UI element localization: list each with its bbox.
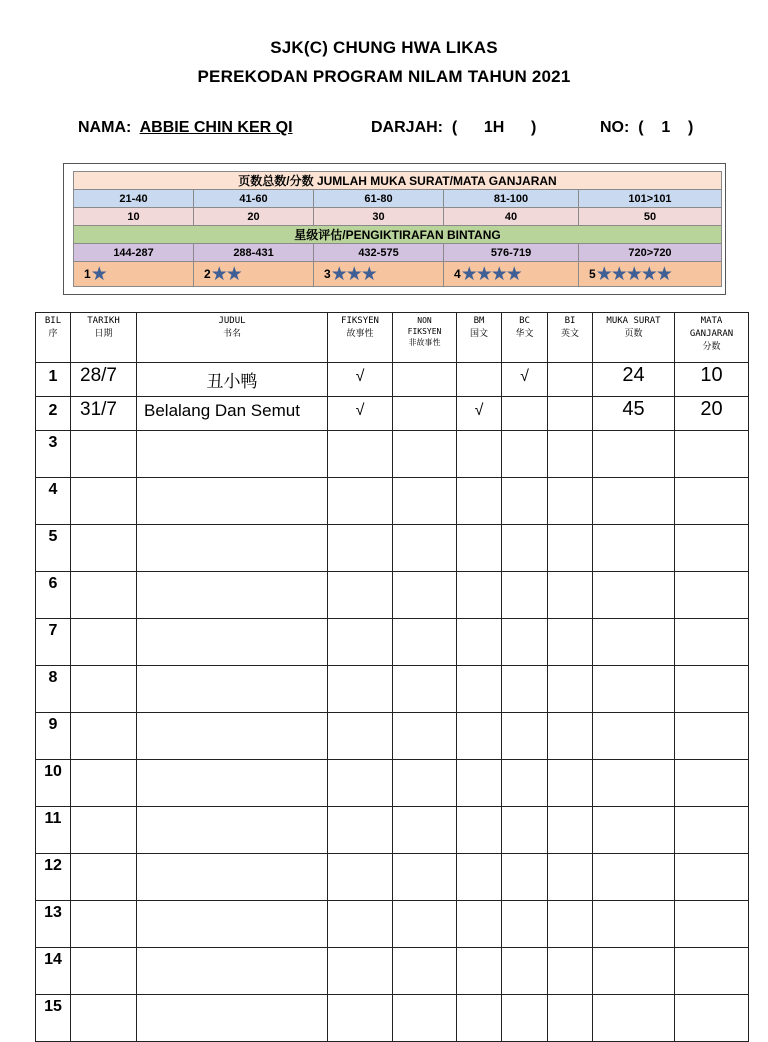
bil-cell: 1	[36, 363, 71, 397]
pages-cell: 24	[593, 363, 675, 397]
col-bil: BIL 序	[36, 313, 71, 363]
non-fiksyen-cell	[393, 478, 457, 525]
bc-cell	[502, 572, 548, 619]
bc-cell	[502, 619, 548, 666]
fiksyen-cell	[328, 666, 393, 713]
bm-cell	[457, 948, 502, 995]
bc-cell	[502, 901, 548, 948]
points-cell: 10	[675, 363, 749, 397]
pages-cell: 45	[593, 397, 675, 431]
pages-cell	[593, 760, 675, 807]
point-range-cell: 720>720	[579, 244, 722, 262]
bi-cell	[548, 854, 593, 901]
log-row	[36, 807, 749, 854]
bil-cell: 2	[36, 397, 71, 431]
non-fiksyen-cell	[393, 397, 457, 431]
log-row	[36, 713, 749, 760]
fiksyen-cell	[328, 713, 393, 760]
title-cell	[137, 948, 328, 995]
fiksyen-cell	[328, 619, 393, 666]
bc-cell	[502, 666, 548, 713]
points-cell	[675, 666, 749, 713]
bc-cell	[502, 431, 548, 478]
points-cell	[675, 478, 749, 525]
reading-log-table	[35, 312, 749, 1042]
non-fiksyen-cell	[393, 854, 457, 901]
bil-cell: 12	[36, 854, 71, 901]
non-fiksyen-cell	[393, 807, 457, 854]
date-cell	[71, 572, 137, 619]
date-cell: 28/7	[71, 363, 137, 397]
points-cell: 50	[579, 208, 722, 226]
bi-cell	[548, 478, 593, 525]
bm-cell	[457, 666, 502, 713]
bc-cell	[502, 760, 548, 807]
col-mata-ganjaran: MATA GANJARAN 分数	[675, 313, 749, 363]
title-cell	[137, 807, 328, 854]
bc-cell	[502, 948, 548, 995]
bi-cell	[548, 431, 593, 478]
points-cell	[675, 807, 749, 854]
non-fiksyen-cell	[393, 713, 457, 760]
pages-cell	[593, 807, 675, 854]
bi-cell	[548, 572, 593, 619]
fiksyen-cell	[328, 948, 393, 995]
bi-cell	[548, 713, 593, 760]
points-cell: 40	[444, 208, 579, 226]
bc-cell	[502, 397, 548, 431]
bc-cell	[502, 713, 548, 760]
page-ranges-row	[74, 190, 722, 208]
point-range-cell: 432-575	[314, 244, 444, 262]
date-cell	[71, 807, 137, 854]
col-muka-surat: MUKA SURAT 页数	[593, 313, 675, 363]
title-cell	[137, 713, 328, 760]
fiksyen-cell	[328, 854, 393, 901]
log-body	[36, 363, 749, 1042]
bm-cell	[457, 431, 502, 478]
page-range-cell: 21-40	[74, 190, 194, 208]
star-level-cell	[74, 262, 194, 287]
name-label: NAMA:	[78, 119, 140, 136]
fiksyen-cell: √	[328, 363, 393, 397]
pages-points-header: 页数总数/分数 JUMLAH MUKA SURAT/MATA GANJARAN	[74, 172, 722, 190]
col-tarikh: TARIKH 日期	[71, 313, 137, 363]
school-name: SJK(C) CHUNG HWA LIKAS	[270, 38, 498, 57]
page-range-cell: 41-60	[194, 190, 314, 208]
log-row	[36, 760, 749, 807]
log-row	[36, 666, 749, 713]
non-fiksyen-cell	[393, 572, 457, 619]
log-row	[36, 948, 749, 995]
star-level-cell	[314, 262, 444, 287]
title-cell	[137, 619, 328, 666]
non-fiksyen-cell	[393, 431, 457, 478]
bc-cell	[502, 478, 548, 525]
bi-cell	[548, 525, 593, 572]
pages-cell	[593, 901, 675, 948]
fiksyen-cell: √	[328, 397, 393, 431]
title-cell	[137, 431, 328, 478]
points-cell	[675, 901, 749, 948]
log-row	[36, 363, 749, 397]
fiksyen-cell	[328, 807, 393, 854]
star-level-number: 5	[589, 267, 596, 281]
bm-cell	[457, 901, 502, 948]
points-cell	[675, 431, 749, 478]
date-cell	[71, 619, 137, 666]
pages-cell	[593, 619, 675, 666]
non-fiksyen-cell	[393, 760, 457, 807]
points-cell	[675, 854, 749, 901]
points-cell	[675, 572, 749, 619]
pages-cell	[593, 948, 675, 995]
col-non-fiksyen: NON FIKSYEN 非故事性	[393, 313, 457, 363]
bi-cell	[548, 948, 593, 995]
bm-cell	[457, 713, 502, 760]
title-cell	[137, 760, 328, 807]
log-row	[36, 995, 749, 1042]
pages-cell	[593, 854, 675, 901]
bm-cell	[457, 572, 502, 619]
points-cell	[675, 713, 749, 760]
fiksyen-cell	[328, 478, 393, 525]
page-range-cell: 61-80	[314, 190, 444, 208]
page-range-cell: 81-100	[444, 190, 579, 208]
non-fiksyen-cell	[393, 666, 457, 713]
bil-cell: 11	[36, 807, 71, 854]
bc-cell	[502, 525, 548, 572]
star-icon: ★★★	[330, 264, 376, 285]
bc-cell	[502, 854, 548, 901]
point-ranges-row	[74, 244, 722, 262]
col-bc: BC 华文	[502, 313, 548, 363]
bi-cell	[548, 901, 593, 948]
bi-cell	[548, 666, 593, 713]
bm-cell	[457, 619, 502, 666]
star-level-number: 4	[454, 267, 461, 281]
log-row	[36, 397, 749, 431]
log-row	[36, 901, 749, 948]
log-row	[36, 431, 749, 478]
bm-cell	[457, 854, 502, 901]
fiksyen-cell	[328, 901, 393, 948]
star-icon: ★	[90, 264, 106, 285]
star-level-cell	[444, 262, 579, 287]
stars-header: 星级评估/PENGIKTIRAFAN BINTANG	[74, 226, 722, 244]
points-cell	[675, 619, 749, 666]
non-fiksyen-cell	[393, 995, 457, 1042]
pages-cell	[593, 713, 675, 760]
date-cell	[71, 901, 137, 948]
points-cell: 20	[194, 208, 314, 226]
date-cell	[71, 431, 137, 478]
points-cell: 10	[74, 208, 194, 226]
date-cell	[71, 713, 137, 760]
bil-cell: 4	[36, 478, 71, 525]
bil-cell: 5	[36, 525, 71, 572]
points-cell	[675, 760, 749, 807]
reward-table	[73, 171, 722, 287]
bi-cell	[548, 397, 593, 431]
bil-cell: 14	[36, 948, 71, 995]
title-cell	[137, 572, 328, 619]
star-level-cell	[579, 262, 722, 287]
col-bm: BM 国文	[457, 313, 502, 363]
col-bi: BI 英文	[548, 313, 593, 363]
date-cell	[71, 760, 137, 807]
star-level-number: 2	[204, 267, 211, 281]
date-cell	[71, 854, 137, 901]
student-name-field	[78, 119, 293, 137]
page-range-cell: 101>101	[579, 190, 722, 208]
bil-cell: 7	[36, 619, 71, 666]
log-row	[36, 572, 749, 619]
bm-cell	[457, 807, 502, 854]
title-cell: 丑小鸭	[137, 363, 328, 397]
col-fiksyen: FIKSYEN 故事性	[328, 313, 393, 363]
date-cell	[71, 995, 137, 1042]
program-title: PEREKODAN PROGRAM NILAM TAHUN 2021	[197, 67, 571, 86]
pages-cell	[593, 666, 675, 713]
title-cell	[137, 666, 328, 713]
title-cell	[137, 901, 328, 948]
log-row	[36, 854, 749, 901]
date-cell: 31/7	[71, 397, 137, 431]
star-level-number: 3	[324, 267, 331, 281]
non-fiksyen-cell	[393, 619, 457, 666]
date-cell	[71, 666, 137, 713]
non-fiksyen-cell	[393, 525, 457, 572]
bc-cell	[502, 807, 548, 854]
bi-cell	[548, 995, 593, 1042]
point-range-cell: 288-431	[194, 244, 314, 262]
bc-cell	[502, 995, 548, 1042]
pages-cell	[593, 431, 675, 478]
bil-cell: 15	[36, 995, 71, 1042]
bm-cell	[457, 478, 502, 525]
bc-cell: √	[502, 363, 548, 397]
class-field: DARJAH: ( 1H )	[371, 119, 537, 136]
points-cell	[675, 525, 749, 572]
bil-cell: 10	[36, 760, 71, 807]
pages-cell	[593, 478, 675, 525]
title-cell	[137, 854, 328, 901]
bil-cell: 3	[36, 431, 71, 478]
bm-cell	[457, 363, 502, 397]
star-icon: ★★★★	[460, 264, 521, 285]
bm-cell	[457, 995, 502, 1042]
points-cell: 20	[675, 397, 749, 431]
fiksyen-cell	[328, 760, 393, 807]
pages-cell	[593, 995, 675, 1042]
title-cell	[137, 995, 328, 1042]
name-value: ABBIE CHIN KER QI	[139, 119, 293, 136]
star-icon: ★★★★★	[595, 264, 671, 285]
bm-cell	[457, 760, 502, 807]
bil-cell: 13	[36, 901, 71, 948]
pages-cell	[593, 572, 675, 619]
point-range-cell: 576-719	[444, 244, 579, 262]
points-cell	[675, 995, 749, 1042]
title-cell	[137, 525, 328, 572]
points-cell: 30	[314, 208, 444, 226]
bi-cell	[548, 619, 593, 666]
title-cell	[137, 478, 328, 525]
fiksyen-cell	[328, 431, 393, 478]
fiksyen-cell	[328, 525, 393, 572]
non-fiksyen-cell	[393, 363, 457, 397]
bi-cell	[548, 363, 593, 397]
bi-cell	[548, 760, 593, 807]
fiksyen-cell	[328, 995, 393, 1042]
points-cell	[675, 948, 749, 995]
star-level-number: 1	[84, 267, 91, 281]
number-field: NO: ( 1 )	[600, 119, 694, 136]
log-row	[36, 525, 749, 572]
star-level-cell	[194, 262, 314, 287]
bil-cell: 9	[36, 713, 71, 760]
bm-cell	[457, 525, 502, 572]
date-cell	[71, 525, 137, 572]
date-cell	[71, 948, 137, 995]
fiksyen-cell	[328, 572, 393, 619]
non-fiksyen-cell	[393, 948, 457, 995]
date-cell	[71, 478, 137, 525]
non-fiksyen-cell	[393, 901, 457, 948]
points-row	[74, 208, 722, 226]
title-cell: Belalang Dan Semut	[137, 397, 328, 431]
pages-cell	[593, 525, 675, 572]
col-judul: JUDUL 书名	[137, 313, 328, 363]
bi-cell	[548, 807, 593, 854]
bil-cell: 8	[36, 666, 71, 713]
log-row	[36, 619, 749, 666]
bm-cell: √	[457, 397, 502, 431]
bil-cell: 6	[36, 572, 71, 619]
log-row	[36, 478, 749, 525]
star-levels-row	[74, 262, 722, 287]
star-icon: ★★	[210, 264, 241, 285]
log-header-row	[36, 313, 749, 363]
point-range-cell: 144-287	[74, 244, 194, 262]
